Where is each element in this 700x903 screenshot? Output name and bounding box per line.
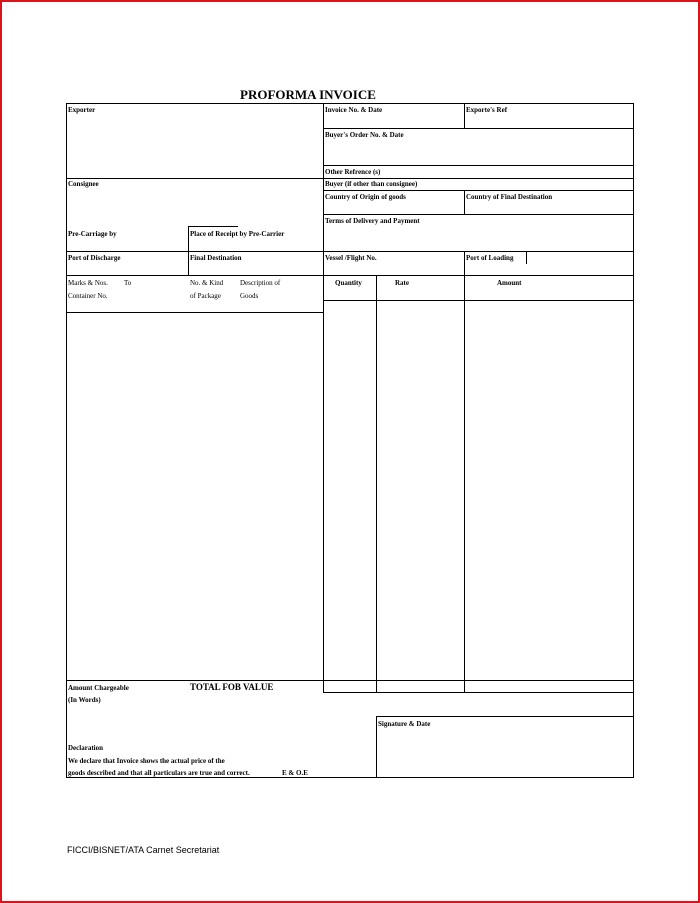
buyers-order-label: Buyer's Order No. & Date xyxy=(325,131,404,139)
divider xyxy=(376,716,634,717)
divider xyxy=(66,275,634,276)
kind-label: No. & Kind xyxy=(190,279,224,287)
invoice-form xyxy=(66,103,634,778)
amount-header: Amount xyxy=(497,279,522,287)
signature-label: Signature & Date xyxy=(378,720,431,728)
divider xyxy=(464,103,465,128)
divider xyxy=(188,226,238,227)
divider xyxy=(323,300,634,301)
port-discharge-label: Port of Discharge xyxy=(68,254,121,262)
place-receipt-label: Place of Receipt by Pre-Carrier xyxy=(190,230,285,238)
divider xyxy=(66,178,634,179)
in-words-label: (In Words) xyxy=(68,696,101,704)
page-title: PROFORMA INVOICE xyxy=(240,87,376,102)
footer-text: FICCI/BISNET/ATA Carnet Secretariat xyxy=(67,845,220,855)
goods-label: Goods xyxy=(240,292,259,300)
consignee-label: Consignee xyxy=(68,180,99,188)
divider xyxy=(66,680,634,681)
divider xyxy=(464,190,465,214)
exporters-ref-label: Exporte's Ref xyxy=(466,106,508,114)
divider xyxy=(323,692,634,693)
divider xyxy=(323,275,324,693)
divider xyxy=(323,128,634,129)
buyer-label: Buyer (if other than consignee) xyxy=(325,180,418,188)
pre-carriage-label: Pre-Carriage by xyxy=(68,230,117,238)
divider xyxy=(323,165,634,166)
amount-chargeable-label: Amount Chargeable xyxy=(68,684,129,692)
divider xyxy=(376,275,377,693)
port-loading-label: Port of Loading xyxy=(466,254,514,262)
eoe-label: E & O.E xyxy=(282,769,308,777)
exporter-label: Exporter xyxy=(68,106,96,114)
divider xyxy=(376,716,377,778)
divider xyxy=(323,214,634,215)
declaration-line-1: We declare that Invoice shows the actual price of the xyxy=(68,757,225,765)
other-reference-label: Other Refrence (s) xyxy=(325,168,381,176)
marks-label: Marks & Nos. xyxy=(68,279,108,287)
rate-header: Rate xyxy=(395,279,409,287)
divider xyxy=(526,252,527,264)
container-label: Container No. xyxy=(68,292,108,300)
total-fob-label: TOTAL FOB VALUE xyxy=(190,682,274,692)
country-destination-label: Country of Final Destination xyxy=(466,193,553,201)
package-label: of Package xyxy=(190,292,221,300)
to-label: To xyxy=(124,279,132,287)
description-label: Description of xyxy=(240,279,281,287)
divider xyxy=(464,251,465,275)
divider xyxy=(66,251,634,252)
vessel-label: Vessel /Flight No. xyxy=(325,254,377,262)
country-origin-label: Country of Origin of goods xyxy=(325,193,406,201)
final-destination-label: Final Destination xyxy=(190,254,242,262)
declaration-line-2: goods described and that all particulars are true and correct. xyxy=(68,769,250,777)
quantity-header: Quantity xyxy=(335,279,362,287)
divider xyxy=(464,275,465,693)
terms-label: Terms of Delivery and Payment xyxy=(325,217,420,225)
invoice-no-label: Invoice No. & Date xyxy=(325,106,383,114)
divider xyxy=(66,312,323,313)
divider xyxy=(323,190,634,191)
declaration-heading: Declaration xyxy=(68,744,103,752)
